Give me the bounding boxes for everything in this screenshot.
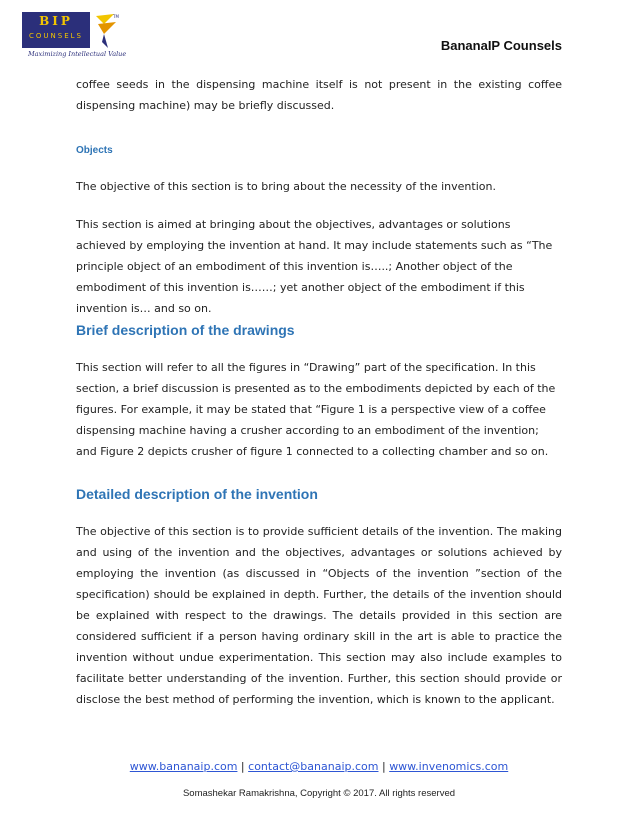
bananaip-website-link[interactable]: www.bananaip.com	[129, 760, 238, 773]
detailed-description-heading: Detailed description of the invention	[76, 486, 318, 502]
intro-paragraph: coffee seeds in the dispensing machine itself is not present in the existing coffee dispensing machine) may be briefly discussed.	[76, 78, 562, 112]
copyright-notice: Somashekar Ramakrishna, Copyright © 2017. All rights reserved	[182, 788, 456, 799]
svg-text:TM: TM	[113, 14, 119, 19]
company-logo	[22, 12, 127, 58]
objects-paragraph-2: This section is aimed at bringing about the objectives, advantages or solutions achieved by employing the invention at hand. It may include statements such as “The principle object of an embodiment of this invention is…..; Another object of the embodiment of this invention is……; yet another object of the embodiment if this invention is… and so on.	[76, 218, 553, 315]
logo-tagline: Maximizing Intellectual Value	[28, 50, 127, 58]
brand-name: BananaIP Counsels	[440, 38, 562, 53]
intro-section	[76, 74, 562, 116]
invenomics-website-link[interactable]: www.invenomics.com	[389, 760, 509, 773]
objects-body-2	[76, 214, 562, 319]
contact-email-link[interactable]: contact@bananaip.com	[248, 760, 379, 773]
brief-body	[76, 357, 562, 462]
detailed-description-paragraph: The objective of this section is to provide sufficient details of the invention. The making and using of the invention and the objectives, advantages or solutions achieved by employing the invention (as discussed in “Objects of the invention ”section of the specification) should be explained in depth. Further, the details of the invention should be explained with respect to the drawings. The details provided in this section are considered sufficient if a person having ordinary skill in the art is able to practice the invention without undue experimentation. This section may also include examples to facilitate better understanding of the invention. Further, this section should provide or disclose the best method of performing the invention, which is known to the applicant.	[76, 525, 562, 706]
footer-separator: |	[378, 760, 390, 773]
footer-separator: |	[237, 760, 249, 773]
footer-links	[0, 760, 638, 773]
logo-subtext: COUNSELS	[29, 32, 83, 40]
objects-section	[76, 145, 562, 156]
logo-text: BIP	[39, 14, 73, 28]
objects-paragraph-1: The objective of this section is to bring about the necessity of the invention.	[76, 180, 496, 193]
logo-wing-icon	[94, 12, 118, 50]
brief-section	[76, 322, 562, 338]
detailed-body	[76, 521, 562, 710]
detailed-section	[76, 486, 562, 502]
objects-body	[76, 176, 562, 197]
objects-heading: Objects	[76, 145, 113, 156]
brief-description-paragraph: This section will refer to all the figures in “Drawing” part of the specification. In this section, a brief discussion is presented as to the embodiments depicted by each of the figures. For example, it may be stated that “Figure 1 is a perspective view of a coffee dispensing machine having a crusher according to an embodiment of the invention; and Figure 2 depicts crusher of figure 1 connected to a collecting chamber and so on.	[76, 361, 556, 458]
brief-description-heading: Brief description of the drawings	[76, 322, 295, 338]
